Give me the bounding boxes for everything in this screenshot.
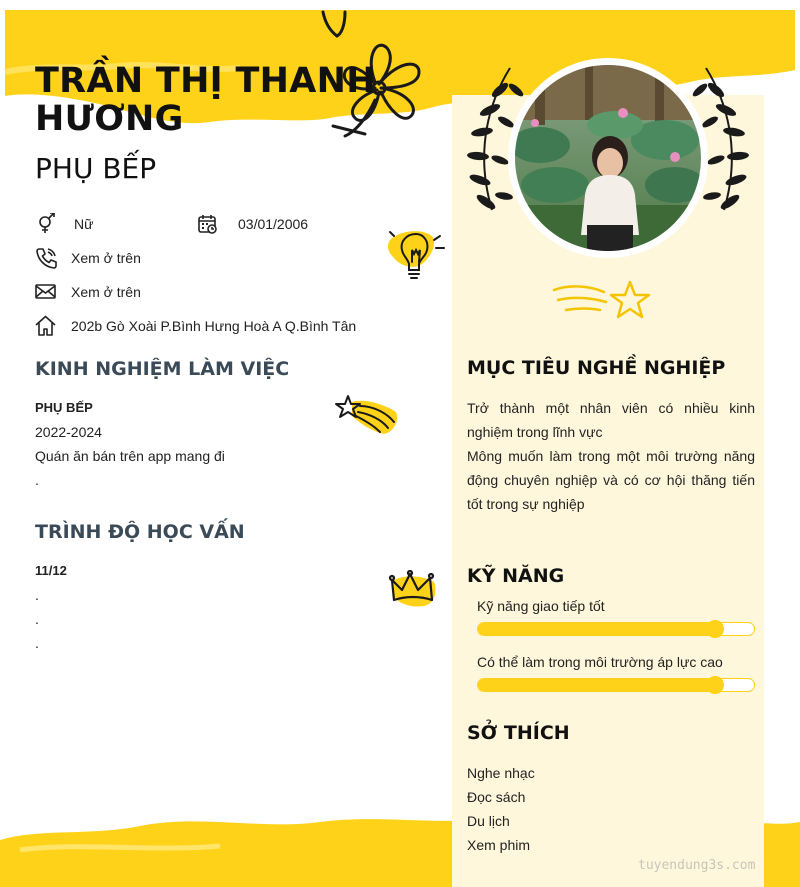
education-line: . xyxy=(35,587,39,603)
lightbulb-icon xyxy=(386,226,448,284)
crown-icon xyxy=(388,570,440,610)
hobbies-heading: SỞ THÍCH xyxy=(467,722,570,744)
star-icon xyxy=(550,278,654,326)
phone-icon xyxy=(35,247,57,269)
hobby-item: Du lịch xyxy=(467,813,510,829)
skills-heading: KỸ NĂNG xyxy=(467,565,565,587)
experience-position: PHỤ BẾP xyxy=(35,400,93,415)
objective-paragraph: Mông muốn làm trong một môi trường năng động chuyên nghiệp và có cơ hội thăng tiến tốt trong sự nghiệp xyxy=(467,448,755,512)
experience-heading: KINH NGHIỆM LÀM VIỆC xyxy=(35,358,290,380)
gender-icon xyxy=(35,213,57,235)
education-line: . xyxy=(35,611,39,627)
education-level: 11/12 xyxy=(35,563,67,578)
education-line: . xyxy=(35,635,39,651)
candidate-role: PHỤ BẾP xyxy=(35,152,157,185)
hobby-item: Đọc sách xyxy=(467,789,526,805)
calendar-icon xyxy=(197,213,219,235)
hobby-item: Xem phim xyxy=(467,837,531,853)
education-heading: TRÌNH ĐỘ HỌC VẤN xyxy=(35,521,245,543)
avatar xyxy=(515,65,701,251)
hobby-item: Nghe nhạc xyxy=(467,765,535,781)
skill-bar-knob xyxy=(706,676,724,694)
skill-bar-fill xyxy=(478,679,715,691)
watermark: tuyendung3s.com xyxy=(638,858,756,873)
mail-icon xyxy=(35,281,57,303)
shooting-star-icon xyxy=(334,392,402,438)
email-value: Xem ở trên xyxy=(71,284,141,300)
skill-bar-knob xyxy=(706,620,724,638)
gender-value: Nữ xyxy=(74,216,94,232)
objective-heading: MỤC TIÊU NGHỀ NGHIỆP xyxy=(467,357,726,379)
phone-value: Xem ở trên xyxy=(71,250,141,266)
address-value: 202b Gò Xoài P.Bình Hưng Hoà A Q.Bình Tân xyxy=(71,318,357,334)
experience-description: Quán ăn bán trên app mang đi xyxy=(35,448,225,464)
home-icon xyxy=(35,315,57,337)
objective-paragraph: Trở thành một nhân viên có nhiều kinh nghiệm trong lĩnh vực xyxy=(467,400,755,440)
experience-period: 2022-2024 xyxy=(35,424,102,440)
skill-bar xyxy=(477,622,755,636)
experience-extra: . xyxy=(35,472,39,488)
skill-bar-fill xyxy=(478,623,715,635)
candidate-name: TRẦN THỊ THANH HƯƠNG xyxy=(35,61,376,139)
skill-label: Kỹ năng giao tiếp tốt xyxy=(477,598,605,614)
skill-label: Có thể làm trong môi trường áp lực cao xyxy=(477,654,723,670)
birthday-value: 03/01/2006 xyxy=(238,216,309,232)
skill-bar xyxy=(477,678,755,692)
